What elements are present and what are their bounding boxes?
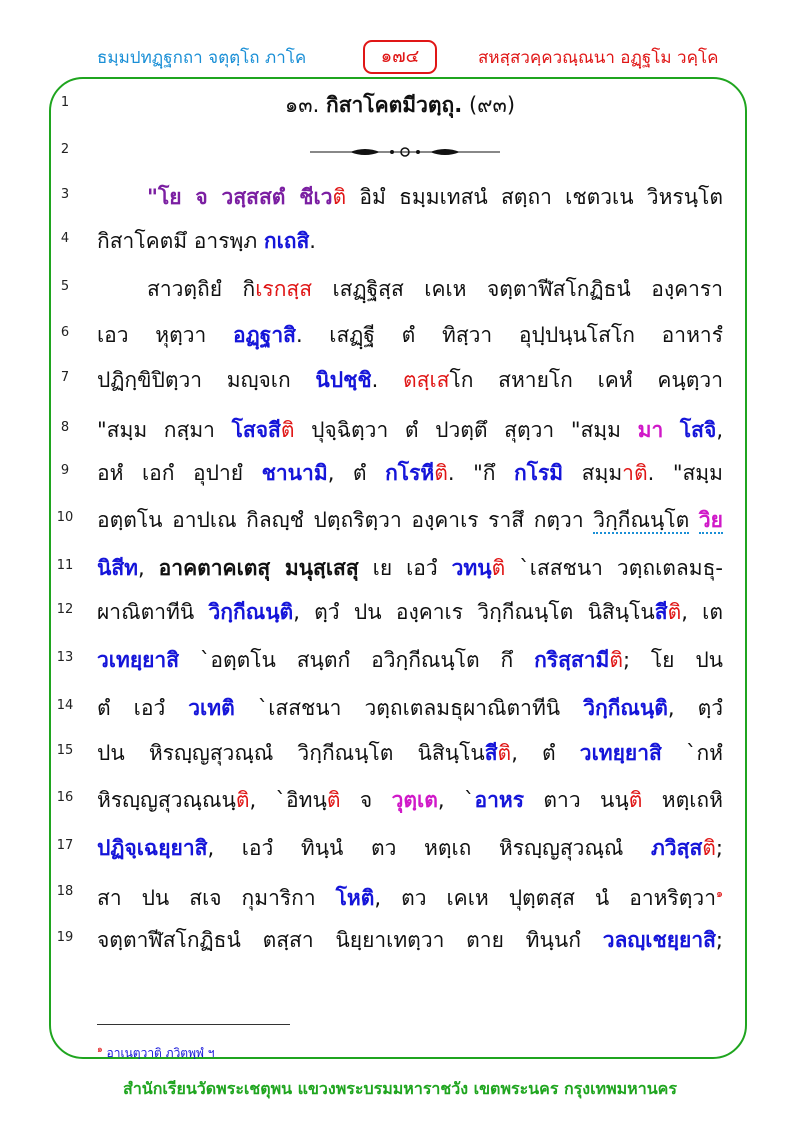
verb-highlight: วิกฺกีณนฺติ [583, 696, 668, 720]
plain-text: , ตํ [327, 461, 386, 485]
plain-text: `กหํ [661, 741, 724, 765]
plain-text: เอว หุตฺวา [97, 323, 234, 347]
line-number: 15 [56, 743, 74, 758]
line-number: 10 [56, 510, 74, 525]
text-line [97, 590, 723, 634]
story-title [0, 83, 800, 127]
line-number: 16 [56, 790, 74, 805]
plain-text: สา ปน สเจ กุมาริกา [97, 886, 336, 910]
verb-highlight: อฏฺฐาสิ [233, 323, 296, 347]
text-line [97, 219, 723, 263]
plain-text: . "สมฺม [647, 461, 723, 485]
plain-text: ผาณิตาทีนิ [97, 600, 209, 624]
verb-highlight: วเทยฺยาสิ [579, 741, 662, 765]
verb-highlight: กโรมิ [514, 461, 564, 485]
plain-text: ปน หิรญฺญสุวณฺณํ วิกฺกีณนฺโต นิสินฺโน [97, 741, 485, 765]
plain-text: , ตํ [511, 741, 580, 765]
plain-text: เสฏฺฐิสฺส เคเห จตฺตาฬีสโกฏิธนํ องฺคารา [312, 277, 723, 301]
line-10 [0, 498, 800, 542]
plain-text: , เต [681, 600, 723, 624]
verse-quote: "โย จ วสฺสสตํ ชีเว [147, 185, 333, 209]
line-number: 12 [56, 602, 74, 617]
plain-text: เย เอวํ [358, 556, 452, 580]
verb-highlight: สี [484, 741, 498, 765]
plain-text: . "กึ [447, 461, 514, 485]
underlined-word: วิกฺกีณนฺโต [593, 508, 690, 532]
iti-particle: ติ [326, 788, 341, 812]
text-line [97, 498, 723, 542]
header-chapter-title: สหสฺสวคฺควณฺณนา อฏฺฐโม วคฺโค [478, 48, 719, 68]
plain-text: `เสสชนา วตฺถเตลมธุ- [505, 556, 723, 580]
text-line [97, 872, 723, 920]
verb-highlight: วเทติ [188, 696, 235, 720]
line-13 [0, 638, 800, 682]
iti-particle: ติ [280, 418, 295, 442]
verb-highlight: วลญฺเชยฺยาสิ [602, 928, 716, 952]
line-15 [0, 731, 800, 775]
pink-highlight: วุตฺเต [391, 788, 438, 812]
plain-text: ตํ เอวํ [97, 696, 189, 720]
plain-text: , ` [437, 788, 475, 812]
line-number: 4 [60, 231, 70, 246]
text-line [97, 731, 723, 775]
verb-highlight: นิปชฺชิ [315, 368, 372, 392]
verb-highlight: โสจิ [679, 418, 717, 442]
plain-text: , ตฺวํ ปน องฺคาเร วิกฺกีณนฺโต นิสินฺโน [293, 600, 655, 624]
pink-highlight: มา [637, 418, 664, 442]
plain-text: อิมํ ธมฺมเทสนํ สตฺถา เชตวเน วิหรนฺโต [359, 185, 723, 209]
bold-phrase: อาคตาคเตสุ มนุสฺเสสุ [158, 556, 359, 580]
verb-highlight: กริสฺสามี [534, 648, 610, 672]
line-number: 6 [60, 325, 70, 340]
text-line [147, 267, 723, 311]
verb-highlight: สี [654, 600, 668, 624]
line-11 [0, 546, 800, 590]
line-number: 9 [60, 463, 70, 478]
page-footer: สำนักเรียนวัดพระเชตุพน แขวงพระบรมมหาราชวัง เขตพระนคร กรุงเทพมหานคร [123, 1079, 677, 1098]
verb-highlight: ภวิสฺส [651, 836, 703, 860]
footnote-marker[interactable]: ๑ [716, 887, 723, 900]
line-19 [0, 918, 800, 962]
verb-highlight: ปฏิจฺเฉยฺยาสิ [97, 836, 208, 860]
verb-highlight: วิกฺกีณนฺติ [208, 600, 294, 624]
footnote-text: อาเนตฺวาติ ภวิตพฺพํ ฯ [102, 1046, 215, 1060]
plain-text: โก สหายโก เคหํ คนฺตฺวา [449, 368, 724, 392]
verb-highlight: อาหร [474, 788, 524, 812]
plain-text: , [716, 418, 723, 442]
line-number: 1 [60, 95, 70, 110]
red-highlight: ตสฺเส [403, 368, 450, 392]
plain-text: `เสสชนา วตฺถเตลมธุผาณิตาทีนิ [234, 696, 584, 720]
text-line [97, 638, 723, 682]
text-line [97, 358, 723, 402]
iti-particle: ติ [609, 648, 623, 672]
plain-text: . [371, 368, 403, 392]
line-4 [0, 219, 800, 263]
line-5 [0, 267, 800, 311]
line-number: 2 [60, 142, 70, 157]
line-number: 5 [60, 279, 70, 294]
text-line [147, 175, 723, 219]
verb-highlight: นิสีท [97, 556, 139, 580]
verb-highlight: โสจสี [231, 418, 281, 442]
red-highlight: เรกสฺส [255, 277, 313, 301]
iti-particle: ติ [633, 461, 648, 485]
plain-text: , เอวํ ทินฺนํ ตว หตฺเถ หิรญฺญสุวณฺณํ [207, 836, 651, 860]
plain-text: จตฺตาฬีสโกฏิธนํ ตสฺสา นิยฺยาเทตฺวา ตาย ทินฺนกํ [97, 928, 603, 952]
footnote-mark: ๑ [97, 1045, 103, 1055]
plain-text: ปุจฺฉิตฺวา ตํ ปวตฺตึ สุตฺวา "สมฺม [294, 418, 638, 442]
line-16 [0, 778, 800, 822]
red-highlight: า [622, 461, 634, 485]
story-reference: (๙๓) [468, 93, 516, 117]
line-1 [0, 83, 800, 127]
line-number: 3 [60, 187, 70, 202]
line-3 [0, 175, 800, 219]
text-line [97, 826, 723, 870]
text-line [97, 686, 723, 730]
footnote-separator [97, 1024, 290, 1025]
iti-particle: ติ [332, 185, 347, 209]
page-number: ๑๗๔ [363, 40, 437, 74]
pink-highlight: วิย [698, 508, 723, 532]
line-number: 18 [56, 884, 74, 899]
plain-text: "สมฺม กสฺมา [97, 418, 232, 442]
verb-highlight: วเทยฺยาสิ [97, 648, 180, 672]
text-line [97, 313, 723, 357]
plain-text: ตาว นนฺ [523, 788, 629, 812]
plain-text: . เสฏฺฐี ตํ ทิสฺวา อุปฺปนฺนโสโก อาหารํ [295, 323, 723, 347]
line-6 [0, 313, 800, 357]
iti-particle: ติ [491, 556, 506, 580]
text-line [97, 546, 723, 590]
verb-highlight: กโรหี [385, 461, 435, 485]
line-17 [0, 826, 800, 870]
plain-text: . [309, 229, 316, 253]
ornament-divider-icon [310, 146, 500, 158]
plain-text: สาวตฺถิยํ กิ [147, 277, 256, 301]
plain-text: , ตว เคเห ปุตฺตสฺส นํ อาหริตฺวา [374, 886, 717, 910]
line-number: 7 [60, 370, 70, 385]
footnote [97, 1042, 214, 1063]
plain-text: สมฺม [563, 461, 623, 485]
iti-particle: ติ [628, 788, 643, 812]
plain-text: หตฺเถหิ [642, 788, 723, 812]
text-line [97, 918, 723, 962]
line-number: 8 [60, 420, 70, 435]
text-line [97, 451, 723, 495]
plain-text: กิสาโคตมึ อารพฺภ [97, 229, 264, 253]
plain-text: จ [340, 788, 392, 812]
iti-particle: ติ [702, 836, 716, 860]
verb-highlight: วทนฺ [451, 556, 492, 580]
verb-highlight: โหติ [335, 886, 375, 910]
line-number: 13 [56, 650, 74, 665]
plain-text: , ตฺวํ [667, 696, 724, 720]
line-12 [0, 590, 800, 634]
story-name: กิสาโคตมีวตฺถุ. [325, 93, 463, 117]
line-14 [0, 686, 800, 730]
verb-highlight: กเถสิ [263, 229, 310, 253]
plain-text: ; โย ปน [622, 648, 724, 672]
text-line [97, 408, 723, 452]
line-number: 11 [56, 558, 74, 573]
line-number: 14 [56, 698, 74, 713]
plain-text: , [138, 556, 159, 580]
story-number: ๑๓. [284, 93, 320, 117]
iti-particle: ติ [235, 788, 250, 812]
line-8 [0, 408, 800, 452]
iti-particle: ติ [667, 600, 682, 624]
plain-text [663, 418, 680, 442]
text-line [97, 778, 723, 822]
plain-text: `อตฺตโน สนฺตกํ อวิกฺกีณนฺโต กึ [179, 648, 535, 672]
plain-text: , `อิทนฺ [249, 788, 327, 812]
plain-text: อหํ เอกํ อุปายํ [97, 461, 262, 485]
line-9 [0, 451, 800, 495]
iti-particle: ติ [434, 461, 448, 485]
header-book-title: ธมฺมปทฏฺฐกถา จตุตฺโถ ภาโค [97, 48, 307, 68]
plain-text: ; [715, 836, 723, 860]
plain-text: ; [715, 928, 723, 952]
line-number: 19 [56, 930, 74, 945]
iti-particle: ติ [497, 741, 512, 765]
line-7 [0, 358, 800, 402]
line-number: 17 [56, 838, 74, 853]
verb-highlight: ชานามิ [261, 461, 328, 485]
plain-text: อตฺตโน อาปเณ กิลญฺชํ ปตฺถริตฺวา องฺคาเร ราสึ กตฺวา [97, 508, 594, 532]
plain-text: หิรญฺญสุวณฺณนฺ [97, 788, 236, 812]
line-18 [0, 872, 800, 916]
plain-text: ปฏิกฺขิปิตฺวา มญฺจเก [97, 368, 316, 392]
plain-text [689, 508, 699, 532]
